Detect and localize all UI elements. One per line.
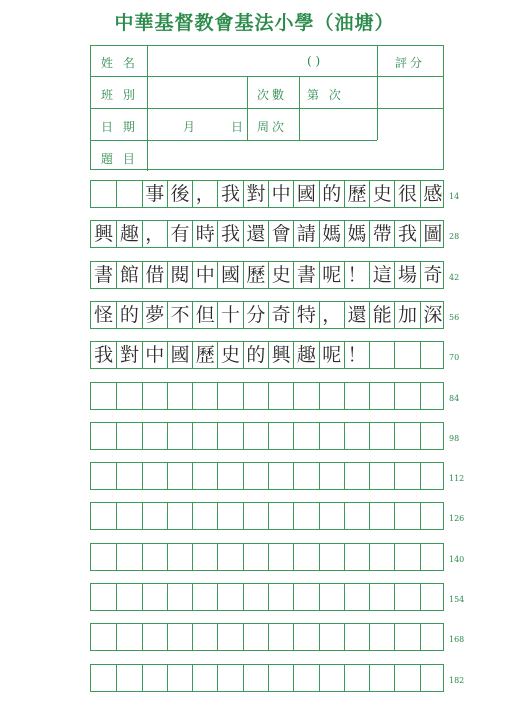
grid-cell (369, 503, 394, 529)
grid-cell (420, 423, 445, 449)
grid-cell (268, 624, 293, 650)
grid-cell (217, 383, 242, 409)
grid-cell: ！ (344, 262, 369, 288)
grid-cell (142, 503, 167, 529)
grid-cell (394, 342, 419, 368)
grid-cell: 加 (394, 302, 419, 328)
grid-cell: 歷 (243, 262, 268, 288)
grid-cell (369, 342, 394, 368)
grid-cell: 我 (394, 221, 419, 247)
grid-cell (91, 181, 116, 207)
day-label: 日 (231, 120, 247, 134)
grid-cell (116, 383, 141, 409)
info-form (90, 45, 444, 170)
grid-cell (369, 544, 394, 570)
grid-cell: 閱 (167, 262, 192, 288)
grid-cell (217, 584, 242, 610)
grid-cell: 趣 (293, 342, 318, 368)
grid-cell: 特 (293, 302, 318, 328)
grid-cell: ， (319, 302, 344, 328)
grid-cell (293, 665, 318, 691)
grid-cell: 這 (369, 262, 394, 288)
grid-cell (192, 544, 217, 570)
grid-cell (116, 584, 141, 610)
grid-cell (319, 624, 344, 650)
grid-cell (293, 584, 318, 610)
grid-cell (192, 503, 217, 529)
row-count-number: 56 (449, 312, 460, 322)
grid-row (90, 180, 444, 208)
grid-cell (142, 463, 167, 489)
grid-cell (217, 423, 242, 449)
grid-cell: 史 (217, 342, 242, 368)
grid-cell (268, 665, 293, 691)
grid-cell (243, 665, 268, 691)
grid-cell (369, 463, 394, 489)
count-value: 第 次 (307, 88, 344, 102)
grid-row (90, 623, 444, 651)
grid-cell: 很 (394, 181, 419, 207)
grid-cell (344, 544, 369, 570)
grid-cell: 中 (268, 181, 293, 207)
grid-cell: 歷 (344, 181, 369, 207)
grid-cell (394, 463, 419, 489)
grid-cell (167, 584, 192, 610)
grid-cell (394, 383, 419, 409)
grid-cell (394, 544, 419, 570)
grid-cell: 書 (293, 262, 318, 288)
grid-cell: 有 (167, 221, 192, 247)
grid-cell: 能 (369, 302, 394, 328)
row-count-number: 182 (449, 675, 465, 685)
grid-cell (344, 624, 369, 650)
grid-row (90, 543, 444, 571)
grid-cell: 的 (243, 342, 268, 368)
grid-cell (293, 463, 318, 489)
grid-cell: 夢 (142, 302, 167, 328)
grid-cell (369, 665, 394, 691)
row-count-number: 14 (449, 192, 460, 201)
grid-cell (344, 423, 369, 449)
class-number-paren: ( ) (307, 54, 321, 68)
grid-cell (192, 383, 217, 409)
grid-cell (293, 383, 318, 409)
grid-cell (369, 624, 394, 650)
grid-cell: 圖 (420, 221, 445, 247)
grid-cell (217, 665, 242, 691)
grid-cell (142, 624, 167, 650)
grid-cell (243, 584, 268, 610)
grid-cell (167, 383, 192, 409)
grid-cell: 歷 (192, 342, 217, 368)
form-divider (147, 46, 148, 171)
grid-cell: 十 (217, 302, 242, 328)
grid-cell: 還 (243, 221, 268, 247)
grid-cell (167, 665, 192, 691)
grid-cell (319, 665, 344, 691)
grid-cell (319, 584, 344, 610)
grid-cell (192, 624, 217, 650)
grid-cell (91, 584, 116, 610)
grid-cell (217, 503, 242, 529)
grid-cell: 趣 (116, 221, 141, 247)
grid-cell (420, 665, 445, 691)
grid-row (90, 220, 444, 248)
grid-row (90, 583, 444, 611)
grid-cell (420, 584, 445, 610)
grid-cell (420, 544, 445, 570)
row-count-number: 154 (449, 595, 465, 604)
row-count-number: 126 (449, 514, 465, 524)
grid-cell: 國 (293, 181, 318, 207)
grid-cell: 的 (319, 181, 344, 207)
grid-cell: 中 (192, 262, 217, 288)
grid-cell: 怪 (94, 303, 114, 326)
grid-cell: 會 (268, 221, 293, 247)
grid-cell (369, 584, 394, 610)
grid-cell (217, 544, 242, 570)
grid-cell: 史 (369, 181, 394, 207)
grid-cell (91, 383, 116, 409)
grid-row (90, 502, 444, 530)
grid-cell: 媽 (319, 221, 344, 247)
grid-cell: 場 (394, 262, 419, 288)
class-label: 班 別 (101, 88, 138, 102)
grid-cell (369, 423, 394, 449)
grid-row (90, 261, 444, 289)
grid-cell (192, 423, 217, 449)
grid-cell (243, 624, 268, 650)
grid-cell (293, 423, 318, 449)
name-label: 姓 名 (101, 56, 138, 70)
form-divider (91, 76, 443, 77)
grid-cell (319, 423, 344, 449)
grid-cell (319, 503, 344, 529)
grid-cell: 還 (344, 302, 369, 328)
grid-cell: 時 (192, 221, 217, 247)
grid-row (90, 664, 444, 692)
grid-cell: 的 (116, 302, 141, 328)
grid-cell (192, 665, 217, 691)
grid-cell (268, 544, 293, 570)
grid-cell: 書 (94, 263, 114, 286)
grid-cell: 興 (268, 342, 293, 368)
topic-label: 題 目 (101, 152, 138, 166)
grid-cell: 我 (217, 181, 242, 207)
grid-cell (91, 423, 116, 449)
grid-cell (293, 544, 318, 570)
grid-cell: 不 (167, 302, 192, 328)
grid-cell: 但 (192, 302, 217, 328)
grid-cell (217, 624, 242, 650)
grid-cell: 國 (217, 262, 242, 288)
grid-cell (91, 463, 116, 489)
grid-cell (167, 624, 192, 650)
grid-cell: 史 (268, 262, 293, 288)
grid-cell: 借 (142, 262, 167, 288)
grid-cell (420, 624, 445, 650)
grid-cell (116, 624, 141, 650)
grid-cell: 國 (167, 342, 192, 368)
grid-cell: 我 (217, 221, 242, 247)
grid-cell: 深 (420, 302, 445, 328)
grid-cell (116, 423, 141, 449)
row-count-number: 140 (449, 554, 465, 564)
grid-cell (268, 383, 293, 409)
grid-cell (420, 503, 445, 529)
row-count-number: 42 (449, 272, 460, 282)
grid-cell (268, 503, 293, 529)
row-count-number: 70 (449, 353, 460, 363)
grid-cell (394, 423, 419, 449)
month-label: 月 (183, 120, 199, 134)
grid-cell: 分 (243, 302, 268, 328)
grid-cell: 我 (94, 344, 114, 367)
grid-cell: 館 (116, 262, 141, 288)
grid-cell (394, 503, 419, 529)
grid-cell (319, 463, 344, 489)
grid-cell (293, 503, 318, 529)
grid-cell: 帶 (369, 221, 394, 247)
grid-cell (116, 503, 141, 529)
score-label: 評分 (395, 56, 426, 70)
grid-cell: 中 (142, 342, 167, 368)
grid-cell (420, 463, 445, 489)
grid-cell: 後 (167, 181, 192, 207)
row-count-number: 28 (449, 232, 460, 242)
form-divider (299, 76, 300, 140)
grid-cell (268, 463, 293, 489)
form-divider (91, 108, 443, 109)
grid-cell: 事 (142, 181, 167, 207)
grid-cell (192, 463, 217, 489)
grid-cell (116, 544, 141, 570)
grid-row (90, 382, 444, 410)
grid-cell (192, 584, 217, 610)
grid-cell (319, 383, 344, 409)
grid-cell (116, 463, 141, 489)
grid-cell (91, 503, 116, 529)
page-title: 中華基督教會基法小學（油塘） (114, 12, 395, 34)
grid-cell (319, 544, 344, 570)
grid-cell (167, 423, 192, 449)
form-divider (377, 46, 378, 140)
grid-cell (243, 383, 268, 409)
grid-cell (167, 503, 192, 529)
grid-cell: 呢 (319, 342, 344, 368)
grid-cell (394, 665, 419, 691)
grid-cell: 對 (243, 181, 268, 207)
grid-cell (420, 383, 445, 409)
grid-cell (142, 423, 167, 449)
grid-cell (142, 584, 167, 610)
grid-cell: 興 (94, 223, 114, 246)
grid-cell (369, 383, 394, 409)
grid-cell (91, 544, 116, 570)
grid-cell: 呢 (319, 262, 344, 288)
grid-cell: ， (192, 181, 217, 207)
date-label: 日 期 (101, 120, 138, 134)
grid-cell (116, 665, 141, 691)
grid-cell (167, 463, 192, 489)
grid-cell (344, 584, 369, 610)
grid-cell (91, 624, 116, 650)
form-divider (247, 76, 248, 140)
grid-cell (344, 383, 369, 409)
grid-cell: 奇 (420, 262, 445, 288)
grid-cell (243, 503, 268, 529)
grid-cell: 對 (116, 342, 141, 368)
grid-cell (394, 584, 419, 610)
grid-cell (344, 503, 369, 529)
grid-cell (142, 665, 167, 691)
grid-cell (243, 463, 268, 489)
grid-cell (420, 342, 445, 368)
grid-row (90, 301, 444, 329)
grid-cell (268, 423, 293, 449)
grid-cell (394, 624, 419, 650)
grid-cell: ！ (344, 342, 369, 368)
grid-cell (91, 665, 116, 691)
grid-row (90, 341, 444, 369)
grid-cell (116, 181, 141, 207)
week-label: 周次 (257, 120, 288, 134)
grid-cell (243, 544, 268, 570)
row-count-number: 112 (449, 474, 465, 484)
grid-row (90, 422, 444, 450)
grid-cell (167, 544, 192, 570)
grid-cell (142, 544, 167, 570)
grid-cell (293, 624, 318, 650)
row-count-number: 98 (449, 433, 460, 443)
row-count-number: 168 (449, 635, 465, 645)
grid-cell (243, 423, 268, 449)
grid-cell (344, 463, 369, 489)
grid-cell: 感 (420, 181, 445, 207)
form-divider (91, 140, 377, 141)
grid-cell (142, 383, 167, 409)
grid-cell (217, 463, 242, 489)
grid-cell (344, 665, 369, 691)
grid-row (90, 462, 444, 490)
grid-cell: ， (142, 221, 167, 247)
row-count-number: 84 (449, 393, 460, 403)
count-label: 次數 (257, 88, 288, 102)
grid-cell: 媽 (344, 221, 369, 247)
grid-cell (268, 584, 293, 610)
grid-cell: 請 (293, 221, 318, 247)
grid-cell: 奇 (268, 302, 293, 328)
